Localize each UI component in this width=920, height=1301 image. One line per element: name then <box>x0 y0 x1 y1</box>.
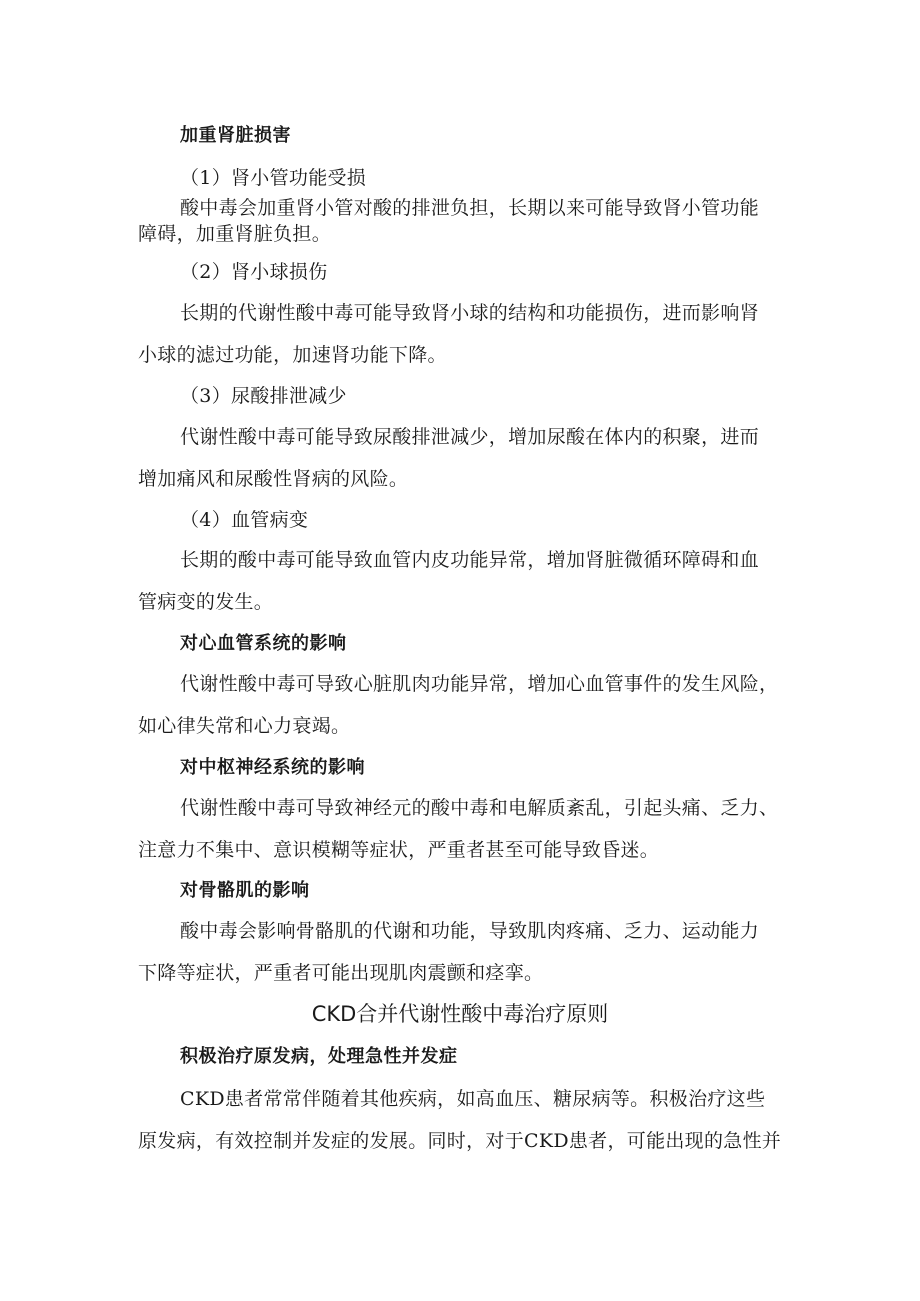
paragraph-line: 管病变的发生。 <box>138 591 274 613</box>
paragraph-line: 长期的酸中毒可能导致血管内皮功能异常，增加肾脏微循环障碍和血 <box>180 549 760 571</box>
paragraph-line: 代谢性酸中毒可导致神经元的酸中毒和电解质紊乱，引起头痛、乏力、 <box>180 797 779 819</box>
paragraph-line: 酸中毒会加重肾小管对酸的排泄负担，长期以来可能导致肾小管功能 <box>180 197 760 219</box>
subheading-tubule: （1）肾小管功能受损 <box>180 167 367 189</box>
heading-kidney-damage: 加重肾脏损害 <box>180 125 291 146</box>
paragraph-line: 小球的滤过功能，加速肾功能下降。 <box>138 344 447 366</box>
heading-cns: 对中枢神经系统的影响 <box>180 757 365 778</box>
paragraph-line: 如心律失常和心力衰竭。 <box>138 715 351 737</box>
paragraph-line: 下降等症状，严重者可能出现肌肉震颤和痉挛。 <box>138 962 544 984</box>
section-title: CKD合并代谢性酸中毒治疗原则 <box>311 1002 609 1026</box>
paragraph-line: 酸中毒会影响骨骼肌的代谢和功能，导致肌肉疼痛、乏力、运动能力 <box>180 920 760 942</box>
paragraph-line: 长期的代谢性酸中毒可能导致肾小球的结构和功能损伤，进而影响肾 <box>180 302 760 324</box>
heading-treat-primary: 积极治疗原发病，处理急性并发症 <box>180 1046 458 1067</box>
paragraph-line: 障碍，加重肾脏负担。 <box>138 223 332 245</box>
subheading-vascular: （4）血管病变 <box>180 509 309 531</box>
paragraph-line: 增加痛风和尿酸性肾病的风险。 <box>138 468 409 490</box>
heading-skeletal-muscle: 对骨骼肌的影响 <box>180 880 310 901</box>
subheading-uric-acid: （3）尿酸排泄减少 <box>180 385 347 407</box>
paragraph-line: 代谢性酸中毒可导致心脏肌肉功能异常，增加心血管事件的发生风险， <box>180 673 779 695</box>
paragraph-line: 代谢性酸中毒可能导致尿酸排泄减少，增加尿酸在体内的积聚，进而 <box>180 426 760 448</box>
heading-cardiovascular: 对心血管系统的影响 <box>180 633 347 654</box>
paragraph-line: 注意力不集中、意识模糊等症状，严重者甚至可能导致昏迷。 <box>138 839 660 861</box>
paragraph-line: 原发病，有效控制并发症的发展。同时，对于CKD患者，可能出现的急性并 <box>138 1130 782 1152</box>
subheading-glomerulus: （2）肾小球损伤 <box>180 261 328 283</box>
paragraph-line: CKD患者常常伴随着其他疾病，如高血压、糖尿病等。积极治疗这些 <box>180 1088 766 1110</box>
